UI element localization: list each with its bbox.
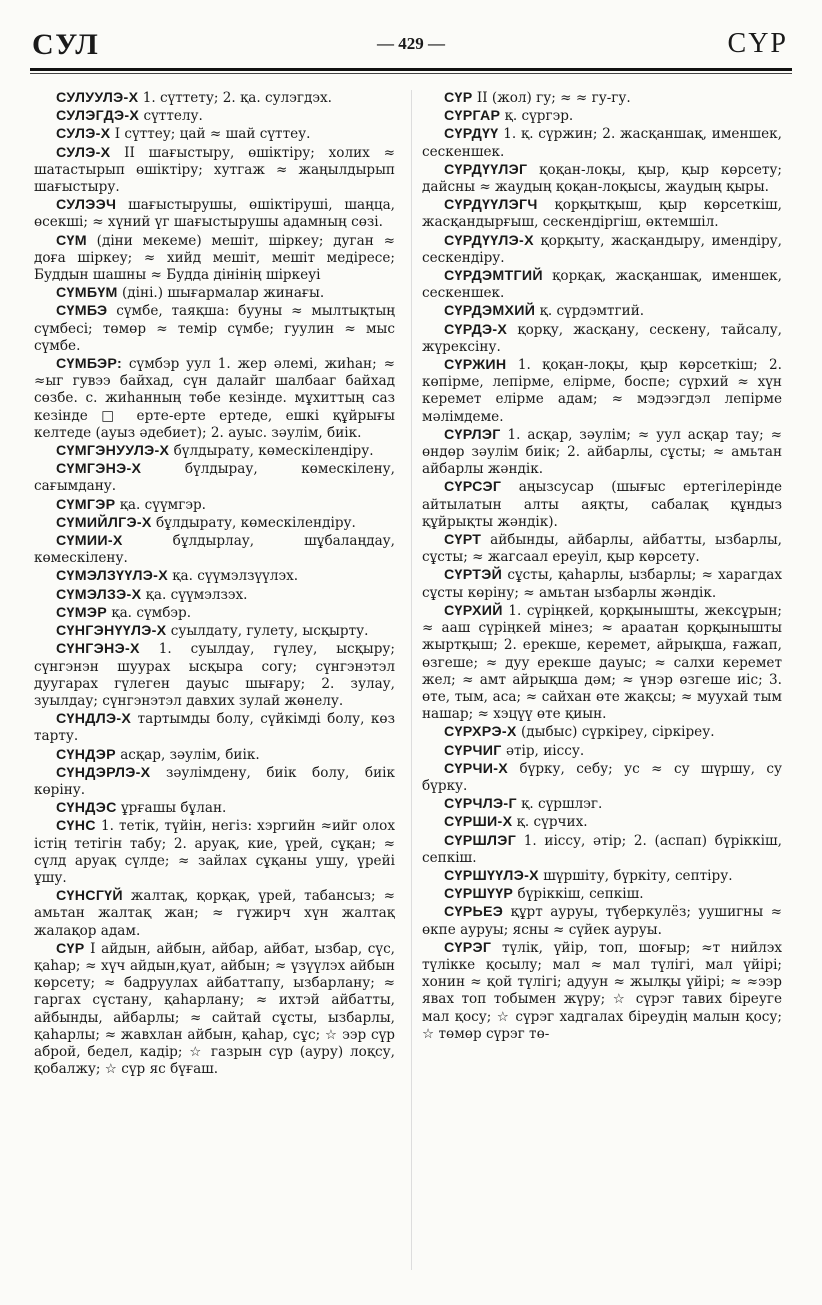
header-right-word: СҮР: [727, 28, 788, 59]
entry-headword: СҮРШЛЭГ: [444, 832, 517, 849]
dictionary-entry: [422, 868, 782, 885]
dictionary-entry: [34, 515, 395, 532]
entry-definition: қ. сүрчих.: [516, 814, 588, 831]
entry-definition: бүрку, себу; ус ≈ су шүршу, су бүрку.: [422, 760, 782, 794]
entry-headword: СҮНДЭС: [56, 800, 117, 817]
dictionary-entry: [422, 940, 782, 1043]
dictionary-entry: [422, 796, 782, 813]
entry-definition: қа. сүүмэлзүүлэх.: [172, 568, 299, 585]
dictionary-entry: [422, 833, 782, 867]
dictionary-entry: [34, 461, 395, 495]
dictionary-entry: [422, 761, 782, 795]
dictionary-entry: [422, 603, 782, 723]
entry-definition: айбынды, айбарлы, айбатты, ызбарлы, сұсты; ≈ жагсаал ереуіл, қыр көрсету.: [422, 532, 782, 566]
dictionary-entry: [34, 145, 395, 197]
dictionary-entry: [34, 285, 395, 302]
dictionary-entry: [422, 743, 782, 760]
entry-headword: СҮРДҮҮЛЭ-Х: [444, 232, 534, 249]
page-number: — 429 —: [377, 34, 445, 53]
dictionary-entry: [422, 479, 782, 531]
entry-headword: СҮРДЭМТГИЙ: [444, 268, 543, 285]
right-column: [422, 90, 782, 1280]
entry-definition: ұрғашы бұлан.: [120, 800, 227, 817]
entry-definition: I айдын, айбын, айбар, айбат, ызбар, сүс, қаһар; ≈ хүч айдын,қуат, айбын; ≈ үзүүлэх айбын көрсету; ≈ бадруулах айбаттапу, ызбарлану; ≈ гаргах сүстану, қаһарлану; ≈ ихтэй айбатты, айбынды, айбарлы; ≈ сайтай сұсты, ызбарлы, қаһарлы; ≈ жавхлан айбын, қаһар, сұс; ☆ ээр сүр аброй, бедел, кадір; ☆ газрын сүр (ауру) лоқсу, қобалжу; ☆ сүр яс бүғаш.: [34, 940, 395, 1078]
entry-headword: СҮРТЭЙ: [444, 567, 503, 584]
entry-definition: II (жол) гу; ≈ ≈ гу-гу.: [476, 90, 631, 106]
entry-headword: СҮМГЭНЭ-Х: [56, 461, 142, 478]
entry-definition: қорқақ, жасқаншақ, именшек, сескеншек.: [422, 268, 782, 302]
dictionary-entry: [422, 233, 782, 267]
entry-definition: 1. сүттету; 2. қа. сулэгдэх.: [142, 90, 333, 106]
entry-definition: қа. сүүмгэр.: [119, 496, 206, 513]
dictionary-entry: [422, 108, 782, 125]
entry-headword: СҮРШИ-Х: [444, 814, 513, 831]
header-rule: [30, 68, 792, 71]
entry-definition: зәулімдену, биік болу, биік көріну.: [34, 764, 395, 798]
entry-headword: СҮМГЭР: [56, 496, 116, 513]
entry-headword: СҮРХРЭ-Х: [444, 724, 517, 741]
entry-headword: СҮРТ: [444, 532, 482, 549]
column-divider: [411, 90, 412, 1270]
entry-definition: бұлдырату, көмескілендіру.: [155, 514, 356, 531]
entry-headword: СҮРЧИ-Х: [444, 760, 509, 777]
entry-definition: 1. иіссу, әтір; 2. (аспап) бүріккіш, сепкіш.: [422, 832, 782, 866]
entry-definition: тартымды болу, сүйкімді болу, көз тарту.: [34, 711, 395, 745]
dictionary-entry: [34, 443, 395, 460]
page-header: [30, 28, 792, 68]
entry-headword: СУЛЭЭЧ: [56, 197, 117, 214]
entry-definition: II шағыстыру, өшіктіру; холих ≈ шатастырып өшіктіру; хутгаж ≈ жаңылдырып шағыстыру.: [34, 144, 395, 196]
dictionary-entry: [422, 126, 782, 160]
header-left-word: СУЛ: [32, 28, 100, 61]
entry-definition: (діні.) шығармалар жинағы.: [122, 285, 325, 302]
entry-headword: СҮНС: [56, 818, 96, 835]
entry-definition: суылдату, гулету, ысқырту.: [170, 623, 369, 640]
entry-definition: бүлдырату, көмескілендіру.: [173, 443, 374, 460]
dictionary-entry: [34, 623, 395, 640]
entry-headword: СҮРДҮҮЛЭГ: [444, 161, 528, 178]
dictionary-entry: [422, 814, 782, 831]
dictionary-entry: [34, 197, 395, 231]
entry-definition: шүршіту, бүркіту, септіру.: [543, 867, 733, 884]
entry-headword: СҮМЭЛЗЭ-Х: [56, 586, 142, 603]
entry-definition: түлік, үйір, топ, шоғыр; ≈т нийлэх түлікке қосылу; мал ≈ мал түлігі, мал үйірі; хонин ≈ қой түлігі; адуун ≈ жылқы үйірі; ≈ ≈ээр явах топ тобымен жүру; ☆ сүрэг тавих біреуге мал қосу; ☆ сүрэг хадгалах біреудің малын қосу; ☆ төмөр сүрэг тө-: [422, 939, 782, 1042]
entry-definition: қа. сүмбэр.: [111, 604, 192, 621]
entry-definition: (діни мекеме) мешіт, шіркеу; дуган ≈ доға шіркеу; ≈ хийд мешіт, мешіт медiресе; Буддын шашны ≈ Будда дінінің шіркеуі: [34, 232, 395, 284]
entry-headword: СҮРЭГ: [444, 939, 492, 956]
entry-definition: қоқан-лоқы, қыр, қыр көрсету; дайсны ≈ жаудың қоқан-лоқысы, жаудың қыры.: [422, 161, 782, 196]
entry-definition: сүмбэр уул 1. жер әлемі, жиһан; ≈ ≈ыг гувээ байхад, сүн далайг шалбааг байхад сөзбе. с. жиһанның төбе кезінде. мұхиттың саз кезінде □ ерте-ерте ертеде, ешкі құйрығы келтеде (ауыз әдебиет); 2. ауыс. зәулім, биік.: [34, 356, 395, 441]
dictionary-entry: [34, 356, 395, 442]
entry-headword: СҮРЧИГ: [444, 742, 502, 759]
entry-headword: СҮРШҮҮР: [444, 886, 514, 903]
entry-headword: СҮР: [444, 90, 473, 106]
dictionary-entry: [34, 90, 395, 107]
dictionary-entry: [422, 724, 782, 741]
entry-definition: қ. сүргэр.: [504, 108, 574, 125]
dictionary-entry: [34, 941, 395, 1079]
entry-headword: СҮНСГҮЙ: [56, 888, 123, 905]
entry-headword: СҮМБЭ: [56, 303, 108, 320]
entry-headword: СҮНГЭНҮҮЛЭ-Х: [56, 623, 167, 640]
entry-headword: СҮРДЭ-Х: [444, 321, 508, 338]
entry-headword: СҮМИЙЛГЭ-Х: [56, 514, 152, 531]
entry-definition: (дыбыс) сүркіреу, сіркіреу.: [521, 724, 715, 741]
entry-headword: СҮРГАР: [444, 108, 501, 125]
entry-definition: бүріккіш, сепкіш.: [517, 886, 644, 903]
entry-definition: қорқытқыш, қыр көрсеткіш, жасқандырғыш, сескендіргіш, өктемшіл.: [422, 197, 782, 231]
entry-headword: СҮР: [56, 940, 85, 957]
dictionary-entry: [34, 605, 395, 622]
entry-definition: бұлдырлау, шұбалаңдау, көмескілену.: [34, 533, 395, 567]
entry-headword: СҮНДЛЭ-Х: [56, 711, 132, 728]
entry-headword: СҮМИИ-Х: [56, 533, 123, 550]
dictionary-entry: [422, 303, 782, 320]
entry-definition: аңызсусар (шығыс ертегілерінде айтылатын алты аяқты, сабалақ құндыз құйрықты жәндік).: [422, 479, 782, 530]
dictionary-entry: [34, 233, 395, 285]
dictionary-entry: [422, 268, 782, 302]
dictionary-entry: [34, 126, 395, 143]
entry-definition: асқар, зәулім, биік.: [120, 746, 260, 763]
entry-headword: СҮРЖИН: [444, 357, 507, 374]
entry-headword: СҮМЭЛЗҮҮЛЭ-Х: [56, 568, 168, 585]
entry-definition: I сүттеу; цай ≈ шай сүттеу.: [114, 126, 311, 143]
entry-definition: бүлдырау, көмескілену, сағымдану.: [34, 461, 395, 495]
entry-headword: СҮНДЭР: [56, 746, 116, 763]
entry-definition: 1. тетік, түйін, негіз: хэргийн ≈ийг олох icтің тетігін табу; 2. аруақ, кие, үрей, сұқан; ≈ сүлд аруақ сүлде; ≈ зайлах сұқаны ушу, үрейі ұшу.: [34, 818, 395, 886]
entry-headword: СҮРШҮҮЛЭ-Х: [444, 867, 539, 884]
dictionary-entry: [422, 567, 782, 601]
entry-definition: 1. қоқан-лоқы, қыр көрсеткіш; 2. көпірме, лепірме, елірме, боспе; сүрхий ≈ хүн керемет елірме адам; ≈ мэдээгдэл лепірме мәлімдеме.: [422, 357, 782, 425]
entry-headword: СҮРДҮҮ: [444, 126, 499, 143]
dictionary-entry: [34, 818, 395, 887]
entry-definition: 1. суылдау, гүлеу, ысқыру; сүнгэнэн шуурах ысқыра согу; сүнгэнэтэл дуугарах гүлеген дауыс шығару; 2. зулау, зуылдау; сүнгэнэтэл давхих зулай жөнелу.: [34, 641, 395, 709]
entry-headword: СҮМ: [56, 232, 87, 249]
dictionary-entry: [34, 497, 395, 514]
entry-definition: қ. сүршлэг.: [521, 796, 603, 813]
entry-definition: жалтақ, қорқақ, үрей, табансыз; ≈ амьтан жалтақ жан; ≈ гүжирч хүн жалтақ жалақор адам.: [34, 888, 395, 939]
entry-headword: СҮМБЭР:: [56, 356, 122, 373]
dictionary-entry: [422, 90, 782, 107]
dictionary-entry: [422, 904, 782, 938]
entry-definition: қорқу, жасқану, сескену, тайсалу, жүрексіну.: [422, 321, 782, 355]
entry-definition: әтір, иіссу.: [505, 742, 585, 759]
dictionary-entry: [34, 711, 395, 745]
entry-headword: СУЛЭ-Х: [56, 126, 111, 143]
entry-headword: СҮРДҮҮЛЭГЧ: [444, 197, 538, 214]
entry-headword: СҮРДЭМХИЙ: [444, 303, 536, 320]
entry-definition: қа. сүүмэлзэх.: [145, 586, 248, 603]
entry-headword: СҮМГЭНУУЛЭ-Х: [56, 443, 170, 460]
entry-headword: СҮМЭР: [56, 604, 108, 621]
entry-headword: СУЛЭ-Х: [56, 144, 111, 161]
entry-definition: қ. сүрдэмтгий.: [539, 303, 645, 320]
entry-headword: СҮНДЭРЛЭ-Х: [56, 764, 151, 781]
entry-definition: сүмбе, таяқша: бууны ≈ мылтықтың сүмбесі; төмөр ≈ темір сүмбе; гуулин ≈ мыс сүмбе.: [34, 303, 395, 354]
dictionary-entry: [422, 427, 782, 479]
dictionary-entry: [422, 886, 782, 903]
entry-headword: СҮРЧЛЭ-Г: [444, 796, 517, 813]
dictionary-entry: [34, 800, 395, 817]
entry-definition: шағыстырушы, өшіктірушi, шаңца, өсекші; ≈ хүний үг шағыстырушы адамның сөзі.: [34, 197, 395, 231]
entry-definition: 1. сүрiңкей, қорқынышты, жексұрын; ≈ ааш сүрiңкей мінез; ≈ араатан қорқынышты жыртқыш; 2. ерекше, керемет, айрықша, ғажап, өзгеше; ≈ дуу ерекше дауыс; ≈ салхи керемет жел; ≈ амт айрықша дәм; ≈ үнэр өзгеше иіс; 3. өте, тым, аса; ≈ сайхан өте жақсы; ≈ муухай тым нашар; ≈ хэцүү өте қиын.: [422, 602, 782, 723]
dictionary-entry: [422, 532, 782, 566]
header-rule-thin: [30, 73, 792, 74]
dictionary-entry: [34, 888, 395, 940]
entry-headword: СҮНГЭНЭ-Х: [56, 641, 140, 658]
entry-definition: 1. асқар, зәулім; ≈ уул асқар тау; ≈ өндөр зәулім биік; 2. айбарлы, сұсты; ≈ амьтан айбарлы жәндік.: [422, 426, 782, 478]
dictionary-entry: [34, 765, 395, 799]
dictionary-entry: [34, 533, 395, 567]
dictionary-entry: [422, 322, 782, 356]
dictionary-entry: [34, 747, 395, 764]
dictionary-entry: [34, 641, 395, 710]
entry-headword: СУЛУУЛЭ-Х: [56, 90, 139, 106]
entry-definition: құрт ауруы, түберкулёз; уушигны ≈ өкпе ауруы; ясны ≈ сүйек ауруы.: [422, 904, 782, 938]
entry-headword: СҮРЬЕЭ: [444, 904, 504, 921]
left-column: [34, 90, 395, 1280]
entry-definition: 1. қ. сүржин; 2. жасқаншақ, именшек, сескеншек.: [422, 126, 782, 160]
entry-headword: СҮРСЭГ: [444, 479, 502, 496]
dictionary-entry: [34, 568, 395, 585]
dictionary-entry: [422, 197, 782, 231]
dictionary-entry: [422, 162, 782, 196]
entry-definition: сұсты, қаһарлы, ызбарлы; ≈ харагдах сұсты көріну; ≈ амьтан ызбарлы жәндік.: [422, 567, 782, 601]
entry-headword: СУЛЭГДЭ-Х: [56, 108, 140, 125]
dictionary-entry: [34, 587, 395, 604]
entry-headword: СҮРХИЙ: [444, 602, 503, 619]
dictionary-entry: [34, 303, 395, 355]
dictionary-entry: [34, 108, 395, 125]
entry-headword: СҮМБҮМ: [56, 285, 118, 302]
entry-definition: қорқыту, жасқандыру, имендіру, сескендіру.: [422, 232, 782, 266]
entry-definition: сүттелу.: [143, 108, 203, 125]
dictionary-entry: [422, 357, 782, 426]
entry-headword: СҮРЛЭГ: [444, 426, 501, 443]
